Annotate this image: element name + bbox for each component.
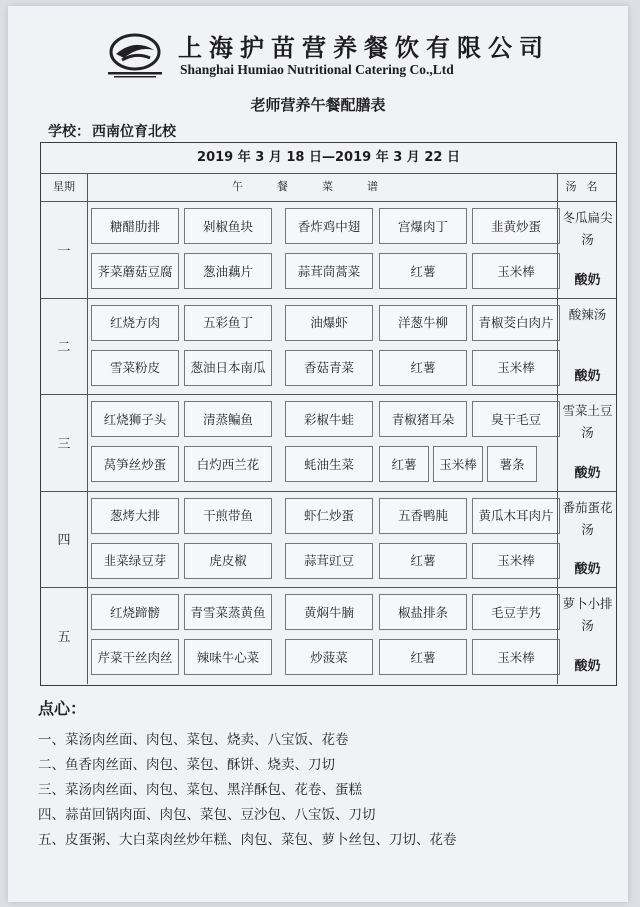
day-block bbox=[41, 587, 616, 684]
day-label: 一 bbox=[41, 201, 88, 298]
soup-name: 雪菜土豆汤 bbox=[562, 403, 613, 440]
dish-cell: 玉米棒 bbox=[472, 639, 560, 675]
dish-cell: 莴笋丝炒蛋 bbox=[91, 446, 179, 482]
day-label: 四 bbox=[41, 491, 88, 588]
day-label: 三 bbox=[41, 394, 88, 491]
day-label: 二 bbox=[41, 298, 88, 395]
soup-name: 冬瓜扁尖汤 bbox=[562, 210, 613, 247]
dish-cell: 宫爆肉丁 bbox=[379, 208, 467, 244]
dish-cell: 薯条 bbox=[487, 446, 537, 482]
dish-cell: 黄焖牛腩 bbox=[285, 594, 373, 630]
header-soup: 汤名 bbox=[565, 180, 608, 193]
day-block bbox=[41, 298, 616, 396]
dish-cell: 葱烤大排 bbox=[91, 498, 179, 534]
dish-cell: 毛豆芋艿 bbox=[472, 594, 560, 630]
dish-cell: 剁椒鱼块 bbox=[184, 208, 272, 244]
school-label: 学校： bbox=[48, 124, 90, 140]
drink-name: 酸奶 bbox=[574, 562, 601, 577]
dish-cell: 青雪菜蒸黄鱼 bbox=[184, 594, 272, 630]
letterhead bbox=[8, 6, 628, 86]
school-line bbox=[46, 121, 176, 141]
header-lunch-menu: 午餐菜谱 bbox=[87, 173, 558, 201]
dish-cell: 葱油藕片 bbox=[184, 253, 272, 289]
dish-cell: 油爆虾 bbox=[285, 305, 373, 341]
lunch-menu-table bbox=[40, 142, 617, 686]
snack-item: 二、鱼香肉丝面、肉包、菜包、酥饼、烧卖、刀切 bbox=[38, 757, 335, 773]
dish-cell: 五彩鱼丁 bbox=[184, 305, 272, 341]
dish-cell: 红烧方肉 bbox=[91, 305, 179, 341]
dish-cell: 干煎带鱼 bbox=[184, 498, 272, 534]
soup-cell bbox=[557, 587, 617, 684]
dish-cell: 虾仁炒蛋 bbox=[285, 498, 373, 534]
dish-cell: 玉米棒 bbox=[472, 253, 560, 289]
day-label: 五 bbox=[41, 587, 88, 684]
dish-cell: 韭黄炒蛋 bbox=[472, 208, 560, 244]
header-weekday: 星期 bbox=[41, 173, 88, 201]
school-name: 西南位育北校 bbox=[92, 124, 176, 140]
page-title: 老师营养午餐配膳表 bbox=[250, 96, 386, 114]
company-logo-icon bbox=[104, 30, 166, 80]
drink-name: 酸奶 bbox=[574, 658, 601, 674]
dish-cell: 红薯 bbox=[379, 543, 467, 579]
drink-name: 酸奶 bbox=[574, 272, 601, 288]
dish-cell: 臭干毛豆 bbox=[472, 401, 560, 437]
day-block bbox=[41, 491, 616, 589]
dish-cell: 青椒猪耳朵 bbox=[379, 401, 467, 437]
dish-cell: 玉米棒 bbox=[433, 446, 483, 482]
soup-cell bbox=[557, 394, 617, 491]
company-name-cn: 上海护苗营养餐饮有限公司 bbox=[178, 33, 550, 62]
soup-name: 番茄蛋花汤 bbox=[562, 499, 613, 537]
dish-cell: 芹菜干丝肉丝 bbox=[91, 639, 179, 675]
menu-sheet bbox=[8, 6, 628, 902]
dish-cell: 洋葱牛柳 bbox=[379, 305, 467, 341]
dish-cell: 虎皮椒 bbox=[184, 543, 272, 579]
dish-cell: 炒菠菜 bbox=[285, 639, 373, 675]
dish-cell: 清蒸鳊鱼 bbox=[184, 401, 272, 437]
dish-cell: 红薯 bbox=[379, 350, 467, 386]
dish-cell: 荠菜蘑菇豆腐 bbox=[91, 253, 179, 289]
dish-cell: 椒盐排条 bbox=[379, 594, 467, 630]
dish-cell: 雪菜粉皮 bbox=[91, 350, 179, 386]
dish-cell: 红烧蹄髈 bbox=[91, 594, 179, 630]
dish-cell: 辣味牛心菜 bbox=[184, 639, 272, 675]
soup-cell bbox=[557, 201, 617, 298]
dish-cell: 玉米棒 bbox=[472, 350, 560, 386]
company-name-en: Shanghai Humiao Nutritional Catering Co.,Ltd bbox=[180, 62, 454, 77]
dish-cell: 红薯 bbox=[379, 253, 467, 289]
drink-name: 酸奶 bbox=[574, 465, 601, 481]
dish-cell: 蚝油生菜 bbox=[285, 446, 373, 482]
soup-name: 萝卜小排汤 bbox=[562, 596, 613, 633]
day-block bbox=[41, 394, 616, 492]
snack-item: 五、皮蛋粥、大白菜肉丝炒年糕、肉包、菜包、萝卜丝包、刀切、花卷 bbox=[38, 832, 457, 848]
dish-cell: 蒜茸豇豆 bbox=[285, 543, 373, 579]
dish-cell: 红薯 bbox=[379, 446, 429, 482]
date-range: 2019 年 3 月 18 日—2019 年 3 月 22 日 bbox=[41, 143, 616, 174]
dish-cell: 红薯 bbox=[379, 639, 467, 675]
dish-cell: 彩椒牛蛙 bbox=[285, 401, 373, 437]
drink-name: 酸奶 bbox=[574, 369, 601, 384]
dish-cell: 香菇青菜 bbox=[285, 350, 373, 386]
soup-name: 酸辣汤 bbox=[568, 306, 607, 322]
dish-cell: 韭菜绿豆芽 bbox=[91, 543, 179, 579]
dish-cell: 五香鸭肫 bbox=[379, 498, 467, 534]
dish-cell: 红烧狮子头 bbox=[91, 401, 179, 437]
day-block bbox=[41, 201, 616, 299]
dish-cell: 香炸鸡中翅 bbox=[285, 208, 373, 244]
snack-item: 三、菜汤肉丝面、肉包、菜包、黑洋酥包、花卷、蛋糕 bbox=[38, 782, 362, 798]
dish-cell: 糖醋肋排 bbox=[91, 208, 179, 244]
soup-cell bbox=[557, 298, 617, 395]
dish-cell: 葱油日本南瓜 bbox=[184, 350, 272, 386]
dish-cell: 白灼西兰花 bbox=[184, 446, 272, 482]
soup-cell bbox=[557, 491, 617, 588]
dish-cell: 蒜茸茼蒿菜 bbox=[285, 253, 373, 289]
snack-item: 四、蒜苗回锅肉面、肉包、菜包、豆沙包、八宝饭、刀切 bbox=[38, 807, 376, 823]
snack-item: 一、菜汤肉丝面、肉包、菜包、烧卖、八宝饭、花卷 bbox=[38, 732, 349, 748]
dish-cell: 黄瓜木耳肉片 bbox=[472, 498, 560, 534]
dish-cell: 青椒茭白肉片 bbox=[472, 305, 560, 341]
snacks-title: 点心： bbox=[38, 699, 87, 718]
dish-cell: 玉米棒 bbox=[472, 543, 560, 579]
